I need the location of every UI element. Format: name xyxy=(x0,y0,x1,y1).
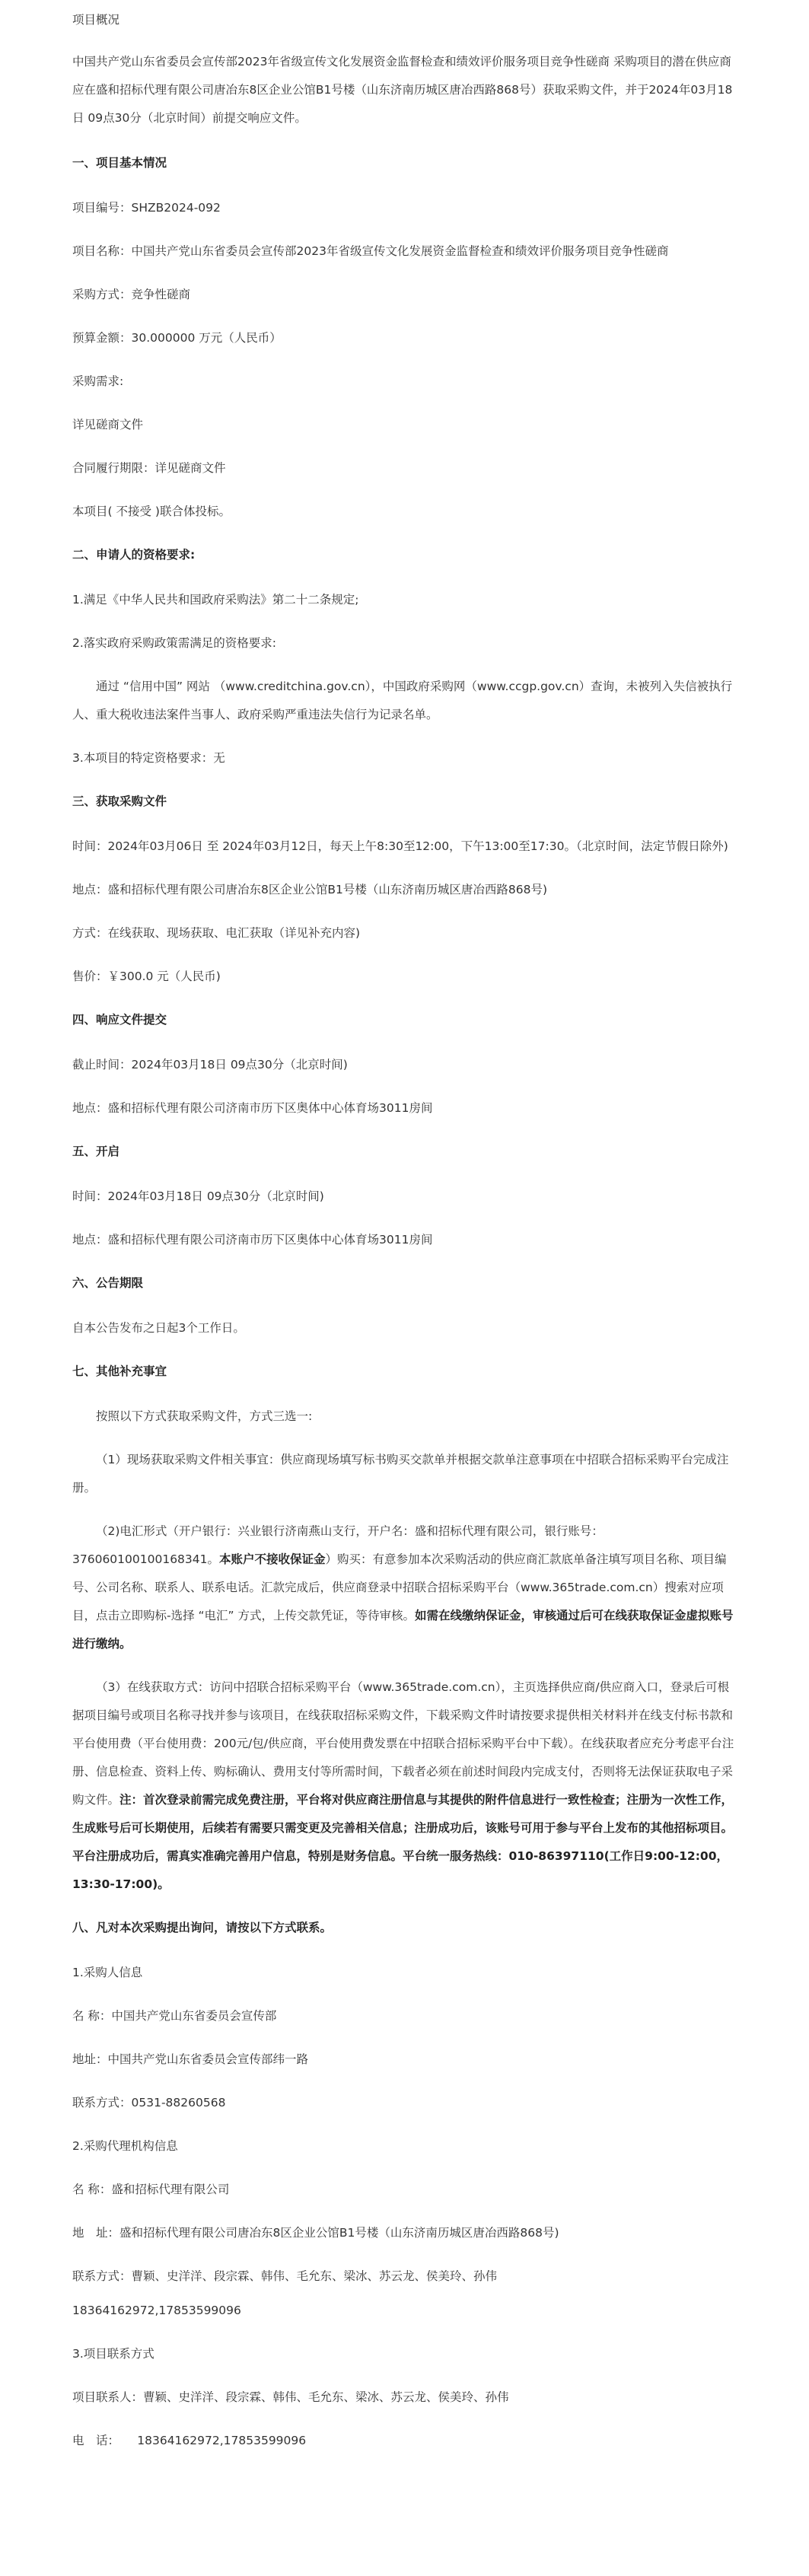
section-7-title: 七、其他补充事宜 xyxy=(72,1364,167,1378)
buyer-name: 名 称：中国共产党山东省委员会宣传部 xyxy=(72,2009,277,2023)
page-heading: 项目概况 xyxy=(72,13,120,27)
agent-info-title: 2.采购代理机构信息 xyxy=(72,2139,178,2153)
section-6-title: 六、公告期限 xyxy=(72,1276,144,1290)
obtain-options-intro: 按照以下方式获取采购文件，方式三选一: xyxy=(96,1409,313,1423)
buyer-phone: 联系方式：0531-88260568 xyxy=(72,2096,226,2110)
section-4-title: 四、响应文件提交 xyxy=(72,1013,167,1027)
section-1-title: 一、项目基本情况 xyxy=(72,156,167,170)
opening-time: 时间：2024年03月18日 09点30分（北京时间) xyxy=(72,1189,324,1203)
option-2-text-c: ）购买：有意参加本次采购活动的供应商汇款底单备注填写项目名称、项目编号、公司名称、联系人、联系电话。汇款完成后，供应商登录中招联合招标采购平台（www.365trade.com.cn）搜索对应项目，点击立即购标-选择 “电汇” 方式，上传交款凭证，等待审核。 xyxy=(72,1552,727,1622)
overview-paragraph: 中国共产党山东省委员会宣传部2023年省级宣传文化发展资金监督检查和绩效评价服务项目竞争性磋商 采购项目的潜在供应商应在盛和招标代理有限公司唐冶东8区企业公馆B1号楼（山东济南历城区唐冶西路868号）获取采购文件，并于2024年03月18日 09点30分（北京时间）前提交响应文件。 xyxy=(72,55,733,125)
procurement-need-detail: 详见磋商文件 xyxy=(72,418,144,431)
project-contact-title: 3.项目联系方式 xyxy=(72,2347,154,2361)
project-contact-persons: 项目联系人：曹颖、史洋洋、段宗霖、韩伟、毛允东、梁冰、苏云龙、侯美玲、孙伟 xyxy=(72,2390,509,2404)
option-2-no-deposit-note: 本账户不接收保证金 xyxy=(219,1552,326,1566)
project-number: 项目编号：SHZB2024-092 xyxy=(72,201,221,215)
option-2-text-a: （2)电汇形式（开户银行：兴业银行济南燕山支行，开户名：盛和招标代理有限公司，银行账号：376060100100168341。 xyxy=(72,1524,604,1566)
buyer-info-title: 1.采购人信息 xyxy=(72,1966,143,1979)
option-3-online xyxy=(72,1673,737,1899)
project-name: 项目名称：中国共产党山东省委员会宣传部2023年省级宣传文化发展资金监督检查和绩效评价服务项目竞争性磋商 xyxy=(72,244,669,258)
submission-place: 地点：盛和招标代理有限公司济南市历下区奥体中心体育场3011房间 xyxy=(72,1101,433,1115)
document-price: 售价：￥300.0 元（人民币) xyxy=(72,970,221,983)
agent-phone: 18364162972,17853599096 xyxy=(72,2304,241,2317)
section-8-title: 八、凡对本次采购提出询问，请按以下方式联系。 xyxy=(72,1921,333,1934)
credit-check-paragraph: 通过 “信用中国” 网站 （www.creditchina.gov.cn），中国政府采购网（www.ccgp.gov.cn）查询，未被列入失信被执行人、重大税收违法案件当事人、政府采购严重违法失信行为记录名单。 xyxy=(72,680,733,721)
option-2-wire-transfer xyxy=(72,1517,737,1658)
agent-contact: 联系方式：曹颖、史洋洋、段宗霖、韩伟、毛允东、梁冰、苏云龙、侯美玲、孙伟 xyxy=(72,2269,498,2283)
agent-address: 地 址：盛和招标代理有限公司唐冶东8区企业公馆B1号楼（山东济南历城区唐冶西路868号) xyxy=(72,2226,559,2240)
budget-amount: 预算金额：30.000000 万元（人民币） xyxy=(72,331,282,345)
option-3-registration-note: 注：首次登录前需完成免费注册，平台将对供应商注册信息与其提供的附件信息进行一致性检查；注册为一次性工作，生成账号后可长期使用，后续若有需要只需变更及完善相关信息；注册成功后，该账号可用于参与平台上发布的其他招标项目。平台注册成功后，需真实准确完善用户信息，特别是财务信息。平台统一服务热线：010-86397110(工作日9:00-12:00，13:30-17:00)。 xyxy=(72,1793,734,1891)
option-1-onsite: （1）现场获取采购文件相关事宜：供应商现场填写标书购买交款单并根据交款单注意事项在中招联合招标采购平台完成注册。 xyxy=(72,1453,729,1495)
qualification-2: 2.落实政府采购政策需满足的资格要求: xyxy=(72,636,277,650)
buyer-address: 地址：中国共产党山东省委员会宣传部纬一路 xyxy=(72,2052,309,2066)
obtain-place: 地点：盛和招标代理有限公司唐冶东8区企业公馆B1号楼（山东济南历城区唐冶西路868号) xyxy=(72,883,547,896)
consortium-note: 本项目( 不接受 )联合体投标。 xyxy=(72,505,231,518)
qualification-1: 1.满足《中华人民共和国政府采购法》第二十二条规定; xyxy=(72,593,359,607)
option-3-text: （3）在线获取方式：访问中招联合招标采购平台（www.365trade.com.cn），主页选择供应商/供应商入口，登录后可根据项目编号或项目名称寻找并参与该项目，在线获取招标采购文件，下载采购文件时请按要求提供相关材料并在线支付标书款和平台使用费（平台使用费：200元/包/供应商，平台使用费发票在中招联合招标采购平台中下载）。在线获取者应充分考虑平台注册、信息检查、资料上传、购标确认、费用支付等所需时间，下载者必须在前述时间段内完成支付，否则将无法保证获取电子采购文件。 xyxy=(72,1680,734,1807)
contract-period: 合同履行期限：详见磋商文件 xyxy=(72,461,226,475)
section-2-title: 二、申请人的资格要求: xyxy=(72,548,196,562)
notice-period: 自本公告发布之日起3个工作日。 xyxy=(72,1321,245,1335)
obtain-time: 时间：2024年03月06日 至 2024年03月12日，每天上午8:30至12:00，下午13:00至17:30。（北京时间，法定节假日除外) xyxy=(72,839,728,853)
section-5-title: 五、开启 xyxy=(72,1145,120,1158)
project-contact-phone: 电 话： 18364162972,17853599096 xyxy=(72,2434,307,2447)
submission-deadline: 截止时间：2024年03月18日 09点30分（北京时间) xyxy=(72,1058,348,1071)
procurement-need-label: 采购需求: xyxy=(72,374,124,388)
qualification-3: 3.本项目的特定资格要求：无 xyxy=(72,751,225,765)
procurement-method: 采购方式：竞争性磋商 xyxy=(72,288,191,301)
obtain-way: 方式：在线获取、现场获取、电汇获取（详见补充内容) xyxy=(72,926,361,940)
opening-place: 地点：盛和招标代理有限公司济南市历下区奥体中心体育场3011房间 xyxy=(72,1233,433,1247)
section-3-title: 三、获取采购文件 xyxy=(72,794,167,808)
option-2-deposit-note: 如需在线缴纳保证金，审核通过后可在线获取保证金虚拟账号进行缴纳。 xyxy=(72,1609,734,1651)
agent-name: 名 称：盛和招标代理有限公司 xyxy=(72,2183,230,2196)
